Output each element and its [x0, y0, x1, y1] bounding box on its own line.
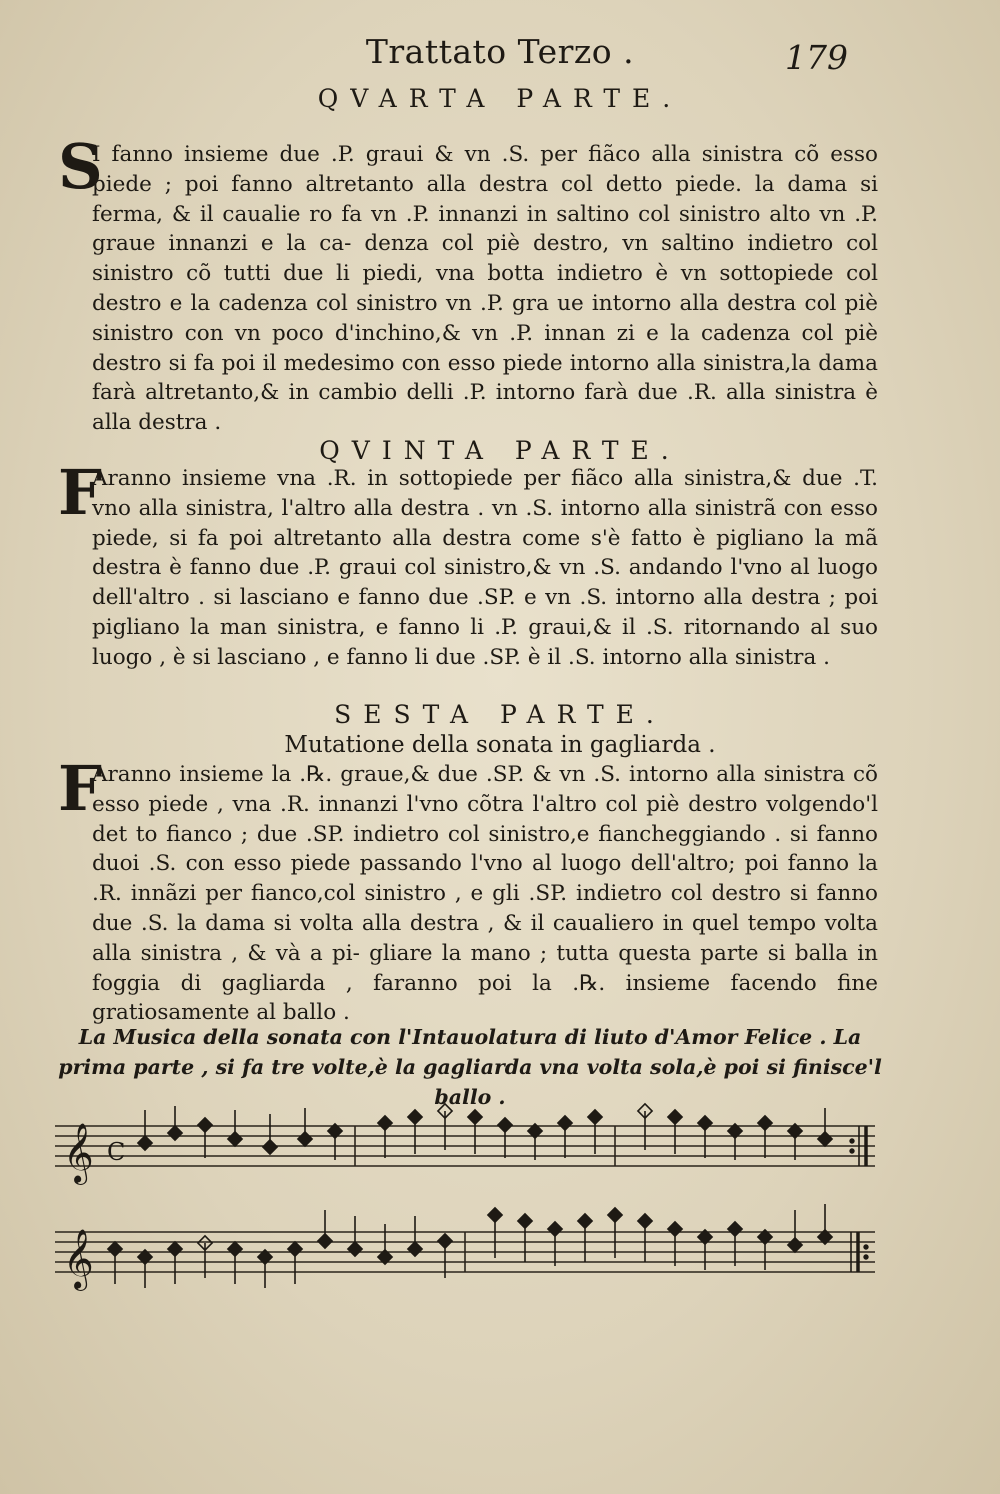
music-staff-2 [55, 1198, 885, 1298]
music-staff-1 [55, 1098, 885, 1188]
section-heading-quarta: QVARTA PARTE. [317, 84, 683, 113]
section-subheading-sesta: Mutatione della sonata in gagliarda . [284, 732, 716, 758]
section-text-quarta: I fanno insieme due .P. graui & vn .S. per fiãco alla sinistra cõ esso piede ; poi fanno altretanto alla destra col detto piede. la dama si ferma, & il caualie ro fa vn .P. innanzi in saltino col sinistro alto vn .P. graue innanzi e la ca- denza col piè destro, vn saltino indietro col sinistro cõ tutti due li piedi, vna botta indietro è vn sottopiede col destro e la cadenza col sinistro vn .P. gra ue intorno alla destra col piè sinistro con vn poco d'inchino,& vn .P. innan zi e la cadenza col piè destro si fa poi il medesimo con esso piede intorno alla sinistra,la dama farà altretanto,& in cambio delli .P. intorno farà due .R. alla sinistra è alla destra . [92, 142, 878, 436]
svg-text:C: C [107, 1138, 126, 1166]
section-heading-quinta: QVINTA PARTE. [319, 436, 681, 465]
section-heading-sesta: SESTA PARTE. [334, 700, 666, 729]
dropcap-f-2: F [58, 752, 103, 825]
running-title: Trattato Terzo . [365, 32, 635, 71]
treble-clef-icon [63, 1229, 94, 1291]
dropcap-s: S [58, 130, 103, 203]
svg-text:𝄞: 𝄞 [63, 1123, 94, 1183]
dropcap-f-1: F [58, 456, 103, 529]
section-text-quinta: Aranno insieme vna .R. in sottopiede per fiãco alla sinistra,& due .T. vno alla sinistra, l'altro alla destra . vn .S. intorno alla sinistrã con esso piede, si fa poi altretanto alla destra come s'è fatto è pigliano la mã destra è fanno due .P. graui col sinistro,& vn .S. andando l'vno al luogo dell'altro . si lasciano e fanno due .SP. e vn .S. intorno alla destra ; poi pigliano la man sinistra, e fanno li .P. graui,& il .S. ritornando al suo luogo , è si lasciano , e fanno li due .SP. è il .S. intorno alla sinistra . [92, 466, 878, 670]
section-text-sesta: Aranno insieme la .℞. graue,& due .SP. & vn .S. intorno alla sinistra cõ esso piede , vna .R. innanzi l'vno cõtra l'altro col piè destro volgendo'l det to fianco ; due .SP. indietro col sinistro,e fiancheggiando . si fanno duoi .S. con esso piede passando l'vno al luogo dell'altro; poi fanno la .R. innãzi per fianco,col sinistro , e gli .SP. indietro col destro si fanno due .S. la dama si volta alla destra , & il caualiero in quel tempo volta alla sinistra , & và a pi- gliare la mano ; tutta questa parte si balla in foggia di gagliarda , faranno poi la .℞. insieme facendo fine gratiosamente al ballo . [92, 762, 878, 1026]
music-caption: La Musica della sonata con l'Intauolatura di liuto d'Amor Felice . La prima parte , si fa tre volte,è la gagliarda vna volta sola,è poi si finisce'l ballo . [58, 1025, 882, 1109]
svg-text:𝄞: 𝄞 [63, 1229, 94, 1289]
treble-clef-icon [63, 1123, 94, 1185]
page-number: 179 [785, 38, 848, 77]
